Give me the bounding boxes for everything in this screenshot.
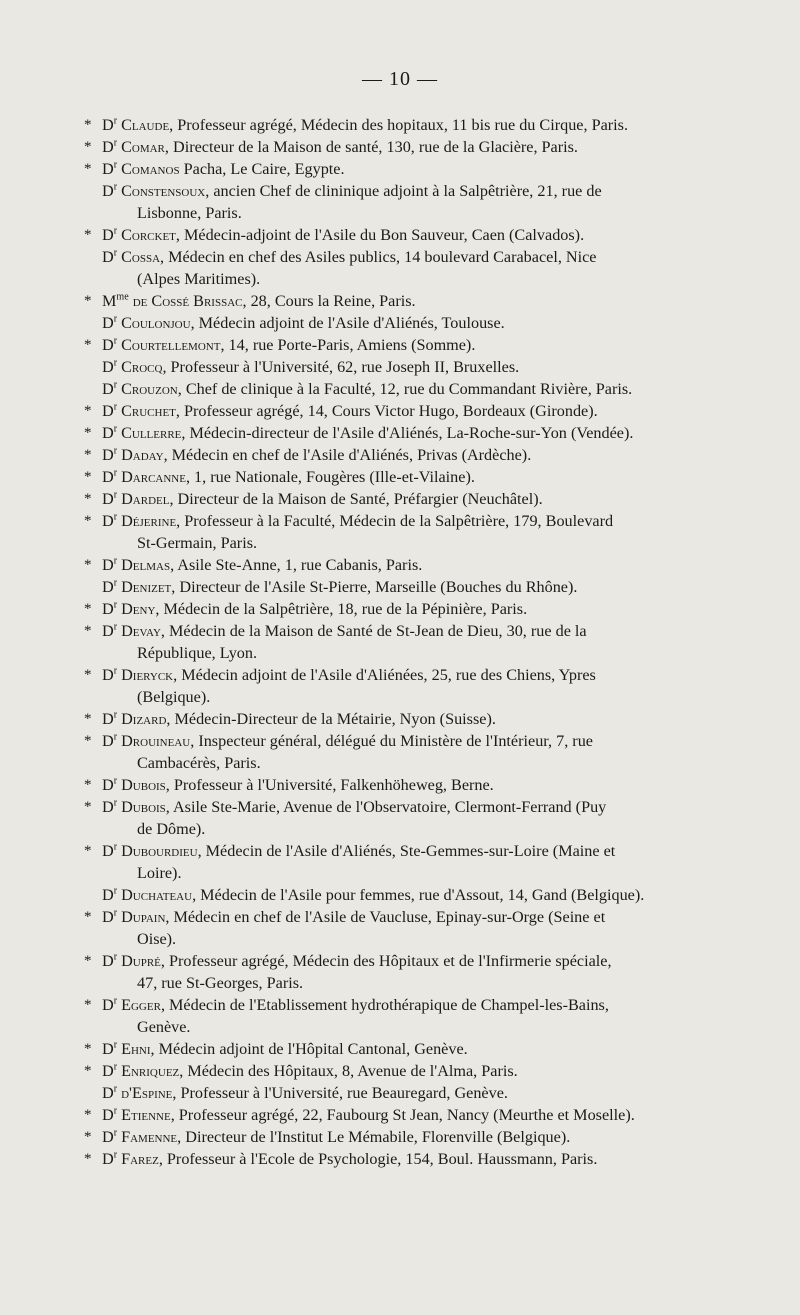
entry-text: , Médecin adjoint de l'Hôpital Cantonal, Genève. [150, 1040, 468, 1058]
entry-title-letter: D [102, 182, 114, 200]
entry-continuation: 47, rue St-Georges, Paris. [137, 974, 304, 992]
entry-title [102, 512, 117, 530]
entry-name: Comanos [121, 160, 180, 178]
entry-text: , Directeur de la Maison de santé, 130, rue de la Glacière, Paris. [164, 138, 578, 156]
entry-title [102, 138, 117, 156]
entry-text: , Directeur de l'Institut Le Mémabile, Florenville (Belgique). [177, 1128, 571, 1146]
entry-text: , Professeur agrégé, 22, Faubourg St Jean, Nancy (Meurthe et Moselle). [170, 1106, 635, 1124]
entry-title [102, 314, 117, 332]
entry-title-sup: r [113, 115, 118, 127]
entry-text: , Médecin-directeur de l'Asile d'Aliénés, La-Roche-sur-Yon (Vendée). [181, 424, 634, 442]
entry-text: , Chef de clinique à la Faculté, 12, rue du Commandant Rivière, Paris. [177, 380, 633, 398]
entry-title [102, 468, 117, 486]
entry-continuation: Cambacérès, Paris. [137, 754, 261, 772]
entry-title-sup: r [113, 445, 118, 457]
entry-text: , Médecin adjoint de l'Asile d'Aliénés, Toulouse. [190, 314, 505, 332]
entry-title-letter: D [102, 908, 114, 926]
member-star-mark: * [84, 909, 92, 925]
entry-title-sup: me [116, 291, 129, 303]
entry-title-sup: r [113, 1105, 118, 1117]
list-item [84, 884, 724, 906]
entry-title-sup: r [113, 665, 118, 677]
entry-name: Farez [121, 1150, 159, 1168]
entry-title-letter: D [102, 578, 114, 596]
entry-title-letter: D [102, 1150, 114, 1168]
entry-title [102, 402, 117, 420]
list-item [84, 774, 724, 796]
entry-title-sup: r [113, 555, 118, 567]
member-star-mark: * [84, 1041, 92, 1057]
entry-continuation: Loire). [137, 864, 182, 882]
entry-text: , Professeur agrégé, Médecin des Hôpitaux et de l'Infirmerie spéciale, [160, 952, 612, 970]
entry-text: , Professeur à l'Université, Falkenhöheweg, Berne. [165, 776, 494, 794]
entry-text: , Professeur à l'Ecole de Psychologie, 154, Boul. Haussmann, Paris. [158, 1150, 598, 1168]
entry-text: , Médecin adjoint de l'Asile d'Aliénées, 25, rue des Chiens, Ypres [173, 666, 596, 684]
entry-title-sup: r [113, 511, 118, 523]
list-item [84, 158, 724, 180]
entry-name: Dupré [121, 952, 161, 970]
entry-continuation: de Dôme). [137, 820, 206, 838]
entry-title-letter: D [102, 776, 114, 794]
entry-name: Courtellemont [121, 336, 221, 354]
entry-name: Déjerine [121, 512, 177, 530]
list-item [84, 1060, 724, 1082]
entry-title-letter: D [102, 424, 114, 442]
entry-name: Coulonjou [121, 314, 191, 332]
entry-title [102, 116, 117, 134]
list-item [84, 906, 724, 950]
list-item [84, 576, 724, 598]
entry-name: Crocq [121, 358, 163, 376]
member-star-mark: * [84, 733, 92, 749]
entry-title-letter: D [102, 402, 114, 420]
entry-text: , Professeur à l'Université, 62, rue Joseph II, Bruxelles. [162, 358, 520, 376]
list-item [84, 224, 724, 246]
list-item [84, 312, 724, 334]
member-star-mark: * [84, 557, 92, 573]
member-star-mark: * [84, 1063, 92, 1079]
entry-text: , Asile Ste-Marie, Avenue de l'Observatoire, Clermont-Ferrand (Puy [165, 798, 607, 816]
entry-title-sup: r [113, 247, 118, 259]
list-item [84, 422, 724, 444]
entry-name: Dardel [121, 490, 170, 508]
list-item [84, 1148, 724, 1170]
list-item [84, 334, 724, 356]
entry-name: Constensoux [121, 182, 206, 200]
entry-name: Famenne [121, 1128, 178, 1146]
entry-title [102, 798, 117, 816]
member-star-mark: * [84, 1107, 92, 1123]
member-star-mark: * [84, 227, 92, 243]
entry-name: Enriquez [121, 1062, 180, 1080]
entry-text: , Médecin de l'Asile pour femmes, rue d'Assout, 14, Gand (Belgique). [192, 886, 645, 904]
entry-name: Dieryck [121, 666, 174, 684]
entry-name: Egger [121, 996, 161, 1014]
entry-title-letter: D [102, 116, 114, 134]
entry-title-letter: D [102, 952, 114, 970]
entry-title-sup: r [113, 621, 118, 633]
entry-text: , Médecin en chef de l'Asile d'Aliénés, Privas (Ardèche). [163, 446, 532, 464]
entry-title-sup: r [113, 797, 118, 809]
entry-title-letter: D [102, 314, 114, 332]
entry-continuation: (Belgique). [137, 688, 211, 706]
list-item [84, 994, 724, 1038]
entry-title-letter: D [102, 1128, 114, 1146]
list-item [84, 246, 724, 290]
entry-title-letter: D [102, 1084, 114, 1102]
entry-title-letter: D [102, 512, 114, 530]
entry-title-sup: r [113, 951, 118, 963]
list-item [84, 466, 724, 488]
entry-title-letter: D [102, 842, 114, 860]
list-item [84, 1104, 724, 1126]
entry-text: , Médecin-Directeur de la Métairie, Nyon (Suisse). [166, 710, 496, 728]
entry-title-sup: r [113, 225, 118, 237]
entry-title [102, 578, 117, 596]
entry-name: Dupain [121, 908, 166, 926]
entry-name: Delmas [121, 556, 171, 574]
list-item [84, 290, 724, 312]
list-item [84, 664, 724, 708]
entry-text: , Médecin de l'Asile d'Aliénés, Ste-Gemmes-sur-Loire (Maine et [197, 842, 616, 860]
entry-title [102, 160, 117, 178]
entry-name: Duchateau [121, 886, 193, 904]
member-star-mark: * [84, 997, 92, 1013]
entry-title-letter: D [102, 886, 114, 904]
entry-title-letter: D [102, 446, 114, 464]
entry-title-letter: D [102, 380, 114, 398]
entry-continuation: Lisbonne, Paris. [137, 204, 242, 222]
member-star-mark: * [84, 1151, 92, 1167]
list-item [84, 840, 724, 884]
entry-text: , Médecin-adjoint de l'Asile du Bon Sauveur, Caen (Calvados). [175, 226, 585, 244]
entry-name: Cullerre [121, 424, 182, 442]
entry-title-sup: r [113, 379, 118, 391]
entry-name: Claude [121, 116, 170, 134]
entry-title-letter: D [102, 600, 114, 618]
entry-name: d'Espine [121, 1084, 173, 1102]
member-star-mark: * [84, 161, 92, 177]
member-star-mark: * [84, 601, 92, 617]
entry-title-letter: D [102, 798, 114, 816]
entry-title [102, 446, 117, 464]
entry-title [102, 292, 129, 310]
entry-title-letter: M [102, 292, 117, 310]
entry-title [102, 182, 117, 200]
entry-title-sup: r [113, 335, 118, 347]
member-star-mark: * [84, 293, 92, 309]
entry-text: , Directeur de l'Asile St-Pierre, Marseille (Bouches du Rhône). [171, 578, 578, 596]
member-star-mark: * [84, 425, 92, 441]
entry-title-sup: r [113, 467, 118, 479]
member-star-mark: * [84, 491, 92, 507]
entry-text: , Professeur à l'Université, rue Beauregard, Genève. [172, 1084, 508, 1102]
entry-title [102, 248, 117, 266]
member-star-mark: * [84, 953, 92, 969]
entry-title [102, 1062, 117, 1080]
entry-title-letter: D [102, 666, 114, 684]
entry-text: , Directeur de la Maison de Santé, Préfargier (Neuchâtel). [169, 490, 543, 508]
entry-title [102, 556, 117, 574]
entry-text: , Médecin de la Salpêtrière, 18, rue de la Pépinière, Paris. [155, 600, 528, 618]
entry-title-letter: D [102, 1106, 114, 1124]
entry-title-sup: r [113, 357, 118, 369]
entry-title-sup: r [113, 137, 118, 149]
entry-name: Dubois [121, 776, 166, 794]
entry-name: Crouzon [121, 380, 178, 398]
list-item [84, 356, 724, 378]
entry-title-letter: D [102, 248, 114, 266]
entry-title-letter: D [102, 160, 114, 178]
entry-text: , Médecin en chef de l'Asile de Vaucluse, Epinay-sur-Orge (Seine et [165, 908, 606, 926]
member-list [84, 114, 724, 1170]
member-star-mark: * [84, 403, 92, 419]
entry-text: , Médecin des Hôpitaux, 8, Avenue de l'Alma, Paris. [179, 1062, 518, 1080]
entry-continuation: St-Germain, Paris. [137, 534, 258, 552]
entry-name: Dubourdieu [121, 842, 198, 860]
entry-title-letter: D [102, 490, 114, 508]
entry-title-sup: r [113, 841, 118, 853]
member-star-mark: * [84, 1129, 92, 1145]
entry-title-sup: r [113, 1127, 118, 1139]
member-star-mark: * [84, 777, 92, 793]
entry-name: Comar [121, 138, 165, 156]
entry-title-sup: r [113, 995, 118, 1007]
member-star-mark: * [84, 139, 92, 155]
entry-title [102, 732, 117, 750]
entry-text: , Professeur à la Faculté, Médecin de la Salpêtrière, 179, Boulevard [176, 512, 614, 530]
entry-title-letter: D [102, 336, 114, 354]
entry-text: , Médecin de la Maison de Santé de St-Jean de Dieu, 30, rue de la [160, 622, 587, 640]
entry-name: Corcket [121, 226, 176, 244]
member-star-mark: * [84, 799, 92, 815]
entry-title-letter: D [102, 556, 114, 574]
list-item [84, 796, 724, 840]
entry-title [102, 886, 117, 904]
member-star-mark: * [84, 117, 92, 133]
list-item [84, 488, 724, 510]
entry-title-sup: r [113, 577, 118, 589]
entry-title-sup: r [113, 885, 118, 897]
entry-title-sup: r [113, 159, 118, 171]
entry-title [102, 490, 117, 508]
entry-text: , Professeur agrégé, Médecin des hopitaux, 11 bis rue du Cirque, Paris. [169, 116, 629, 134]
entry-name: Dizard [121, 710, 167, 728]
entry-name: Denizet [121, 578, 172, 596]
entry-title [102, 336, 117, 354]
entry-title-sup: r [113, 599, 118, 611]
list-item [84, 598, 724, 620]
entry-title [102, 622, 117, 640]
entry-title [102, 1150, 117, 1168]
entry-continuation: République, Lyon. [137, 644, 258, 662]
page-number: — 10 — [362, 68, 438, 90]
entry-name: de Cossé Brissac [132, 292, 243, 310]
entry-name: Ehni [121, 1040, 151, 1058]
list-item [84, 180, 724, 224]
entry-name: Darcanne [121, 468, 186, 486]
entry-title-letter: D [102, 226, 114, 244]
entry-title-letter: D [102, 1040, 114, 1058]
entry-title [102, 380, 117, 398]
entry-title-sup: r [113, 709, 118, 721]
entry-name: Dubois [121, 798, 166, 816]
list-item [84, 1038, 724, 1060]
entry-title [102, 1128, 117, 1146]
entry-title-letter: D [102, 1062, 114, 1080]
list-item [84, 400, 724, 422]
entry-text: , 28, Cours la Reine, Paris. [242, 292, 416, 310]
entry-title [102, 842, 117, 860]
member-star-mark: * [84, 667, 92, 683]
list-item [84, 950, 724, 994]
entry-continuation: (Alpes Maritimes). [137, 270, 261, 288]
entry-text: , Inspecteur général, délégué du Ministère de l'Intérieur, 7, rue [190, 732, 593, 750]
entry-title-sup: r [113, 907, 118, 919]
entry-text: , 1, rue Nationale, Fougères (Ille-et-Vilaine). [185, 468, 475, 486]
entry-text: , Médecin de l'Etablissement hydrothérapique de Champel-les-Bains, [160, 996, 609, 1014]
entry-title-sup: r [113, 1039, 118, 1051]
entry-text: , Médecin en chef des Asiles publics, 14 boulevard Carabacel, Nice [160, 248, 597, 266]
entry-title-letter: D [102, 996, 114, 1014]
entry-continuation: Genève. [137, 1018, 191, 1036]
entry-title [102, 424, 117, 442]
list-item [84, 114, 724, 136]
entry-title-letter: D [102, 732, 114, 750]
entry-title [102, 226, 117, 244]
list-item [84, 708, 724, 730]
list-item [84, 620, 724, 664]
entry-title [102, 600, 117, 618]
entry-title-letter: D [102, 138, 114, 156]
member-star-mark: * [84, 447, 92, 463]
entry-name: Cossa [121, 248, 161, 266]
entry-name: Daday [121, 446, 164, 464]
entry-text: , ancien Chef de clininique adjoint à la Salpêtrière, 21, rue de [205, 182, 602, 200]
list-item [84, 136, 724, 158]
entry-title-sup: r [113, 423, 118, 435]
entry-text: Pacha, Le Caire, Egypte. [179, 160, 345, 178]
entry-title-letter: D [102, 622, 114, 640]
entry-title-sup: r [113, 1061, 118, 1073]
entry-title [102, 1106, 117, 1124]
entry-title [102, 666, 117, 684]
entry-title [102, 1040, 117, 1058]
entry-name: Drouineau [121, 732, 191, 750]
entry-title [102, 952, 117, 970]
list-item [84, 510, 724, 554]
entry-title-sup: r [113, 1149, 118, 1161]
member-star-mark: * [84, 469, 92, 485]
entry-title-sup: r [113, 313, 118, 325]
entry-title-sup: r [113, 181, 118, 193]
list-item [84, 444, 724, 466]
member-star-mark: * [84, 711, 92, 727]
entry-title [102, 710, 117, 728]
entry-title [102, 1084, 117, 1102]
entry-title-sup: r [113, 401, 118, 413]
entry-title [102, 908, 117, 926]
entry-name: Devay [121, 622, 161, 640]
list-item [84, 554, 724, 576]
list-item [84, 378, 724, 400]
entry-title-letter: D [102, 358, 114, 376]
list-item [84, 1082, 724, 1104]
entry-continuation: Oise). [137, 930, 177, 948]
entry-text: , 14, rue Porte-Paris, Amiens (Somme). [220, 336, 476, 354]
entry-title-sup: r [113, 731, 118, 743]
entry-text: , Asile Ste-Anne, 1, rue Cabanis, Paris. [170, 556, 423, 574]
entry-title-sup: r [113, 775, 118, 787]
entry-title-letter: D [102, 710, 114, 728]
entry-text: , Professeur agrégé, 14, Cours Victor Hugo, Bordeaux (Gironde). [175, 402, 598, 420]
entry-title-letter: D [102, 468, 114, 486]
member-star-mark: * [84, 513, 92, 529]
entry-title-sup: r [113, 1083, 118, 1095]
entry-title [102, 776, 117, 794]
member-star-mark: * [84, 337, 92, 353]
entry-name: Etienne [121, 1106, 171, 1124]
member-star-mark: * [84, 843, 92, 859]
entry-title-sup: r [113, 489, 118, 501]
member-star-mark: * [84, 623, 92, 639]
entry-title [102, 996, 117, 1014]
entry-name: Deny [121, 600, 156, 618]
entry-name: Cruchet [121, 402, 176, 420]
entry-title [102, 358, 117, 376]
list-item [84, 730, 724, 774]
list-item [84, 1126, 724, 1148]
